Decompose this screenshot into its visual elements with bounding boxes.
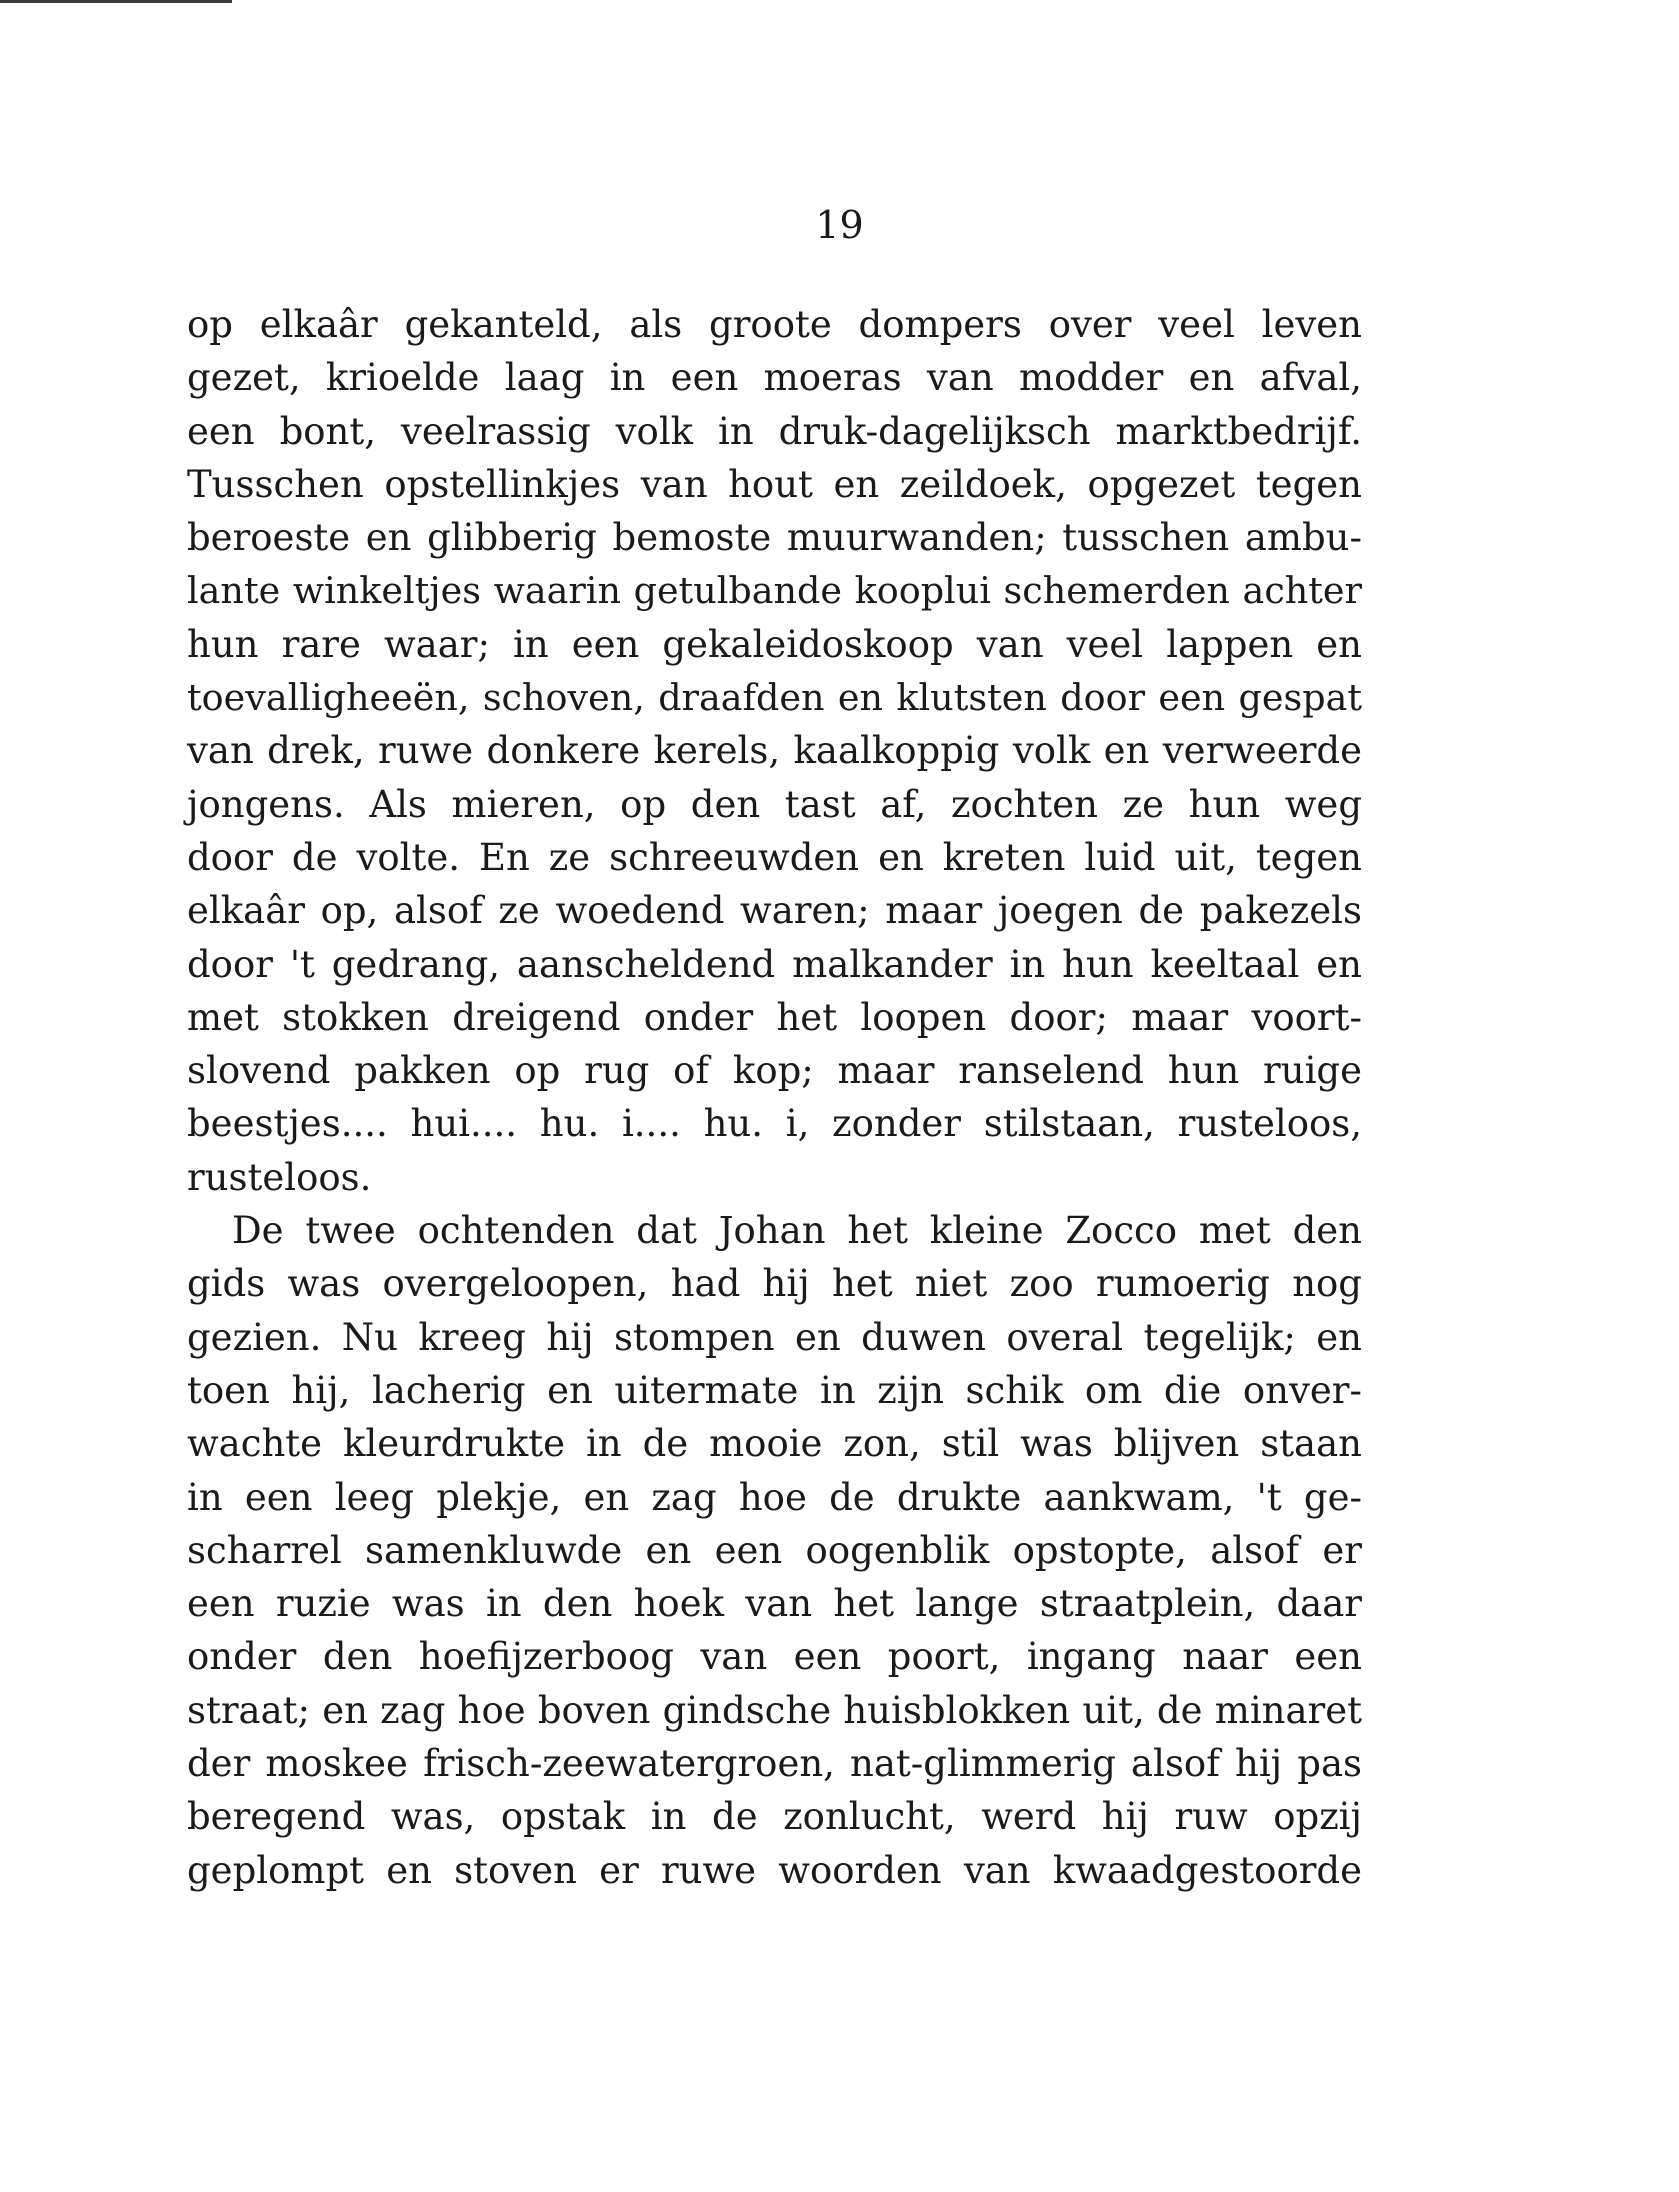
text-line: gezien. Nu kreeg hij stompen en duwen overal tegelijk; en xyxy=(187,1315,1362,1359)
text-line: geplompt en stoven er ruwe woorden van kwaadgestoorde xyxy=(187,1848,1362,1892)
text-line: een bont, veelrassig volk in druk-dagelijksch marktbedrijf. xyxy=(187,409,1362,453)
text-line: door de volte. En ze schreeuwden en kreten luid uit, tegen xyxy=(187,835,1362,879)
text-line: beestjes.... hui.... hu. i.... hu. i, zonder stilstaan, rusteloos, xyxy=(187,1102,1362,1146)
paragraph-1 xyxy=(187,298,1362,1204)
text-line: scharrel samenkluwde en een oogenblik opstopte, alsof er xyxy=(187,1528,1362,1572)
text-line: in een leeg plekje, en zag hoe de drukte aankwam, 't ge- xyxy=(187,1475,1362,1519)
text-line: op elkaâr gekanteld, als groote dompers over veel leven xyxy=(187,303,1362,346)
scan-edge-mark xyxy=(0,0,232,3)
text-line: straat; en zag hoe boven gindsche huisblokken uit, de minaret xyxy=(187,1688,1362,1732)
text-line: der moskee frisch-zeewatergroen, nat-glimmerig alsof hij pas xyxy=(187,1742,1362,1786)
text-line: rusteloos. xyxy=(187,1155,372,1199)
text-line: toevalligheeën, schoven, draafden en klutsten door een gespat xyxy=(187,676,1362,720)
text-line: hun rare waar; in een gekaleidoskoop van veel lappen en xyxy=(187,622,1362,666)
text-line: een ruzie was in den hoek van het lange straatplein, daar xyxy=(187,1582,1362,1626)
text-line: beroeste en glibberig bemoste muurwanden; tusschen ambu- xyxy=(187,516,1362,560)
text-line: De twee ochtenden dat Johan het kleine Zocco met den xyxy=(232,1209,1362,1253)
text-line: met stokken dreigend onder het loopen door; maar voort- xyxy=(187,995,1362,1039)
text-line: gids was overgeloopen, had hij het niet zoo rumoerig nog xyxy=(187,1262,1362,1306)
text-line: beregend was, opstak in de zonlucht, werd hij ruw opzij xyxy=(187,1795,1362,1839)
text-line: door 't gedrang, aanscheldend malkander in hun keeltaal en xyxy=(187,942,1362,986)
page-number: 19 xyxy=(815,203,864,247)
text-line: van drek, ruwe donkere kerels, kaalkoppig volk en verweerde xyxy=(187,729,1362,773)
text-line: toen hij, lacherig en uitermate in zijn schik om die onver- xyxy=(187,1368,1362,1412)
text-line: lante winkeltjes waarin getulbande kooplui schemerden achter xyxy=(187,569,1362,613)
paragraph-2 xyxy=(187,1204,1362,1897)
text-line: jongens. Als mieren, op den tast af, zochten ze hun weg xyxy=(187,782,1362,826)
text-line: gezet, krioelde laag in een moeras van modder en afval, xyxy=(187,356,1362,400)
text-line: Tusschen opstellinkjes van hout en zeildoek, opgezet tegen xyxy=(187,462,1362,506)
text-line: onder den hoefijzerboog van een poort, ingang naar een xyxy=(187,1635,1362,1679)
text-line: elkaâr op, alsof ze woedend waren; maar joegen de pakezels xyxy=(187,889,1362,933)
text-line: wachte kleurdrukte in de mooie zon, stil was blijven staan xyxy=(187,1422,1362,1466)
body-text xyxy=(187,298,1362,1897)
text-line: slovend pakken op rug of kop; maar ranselend hun ruige xyxy=(187,1049,1362,1093)
